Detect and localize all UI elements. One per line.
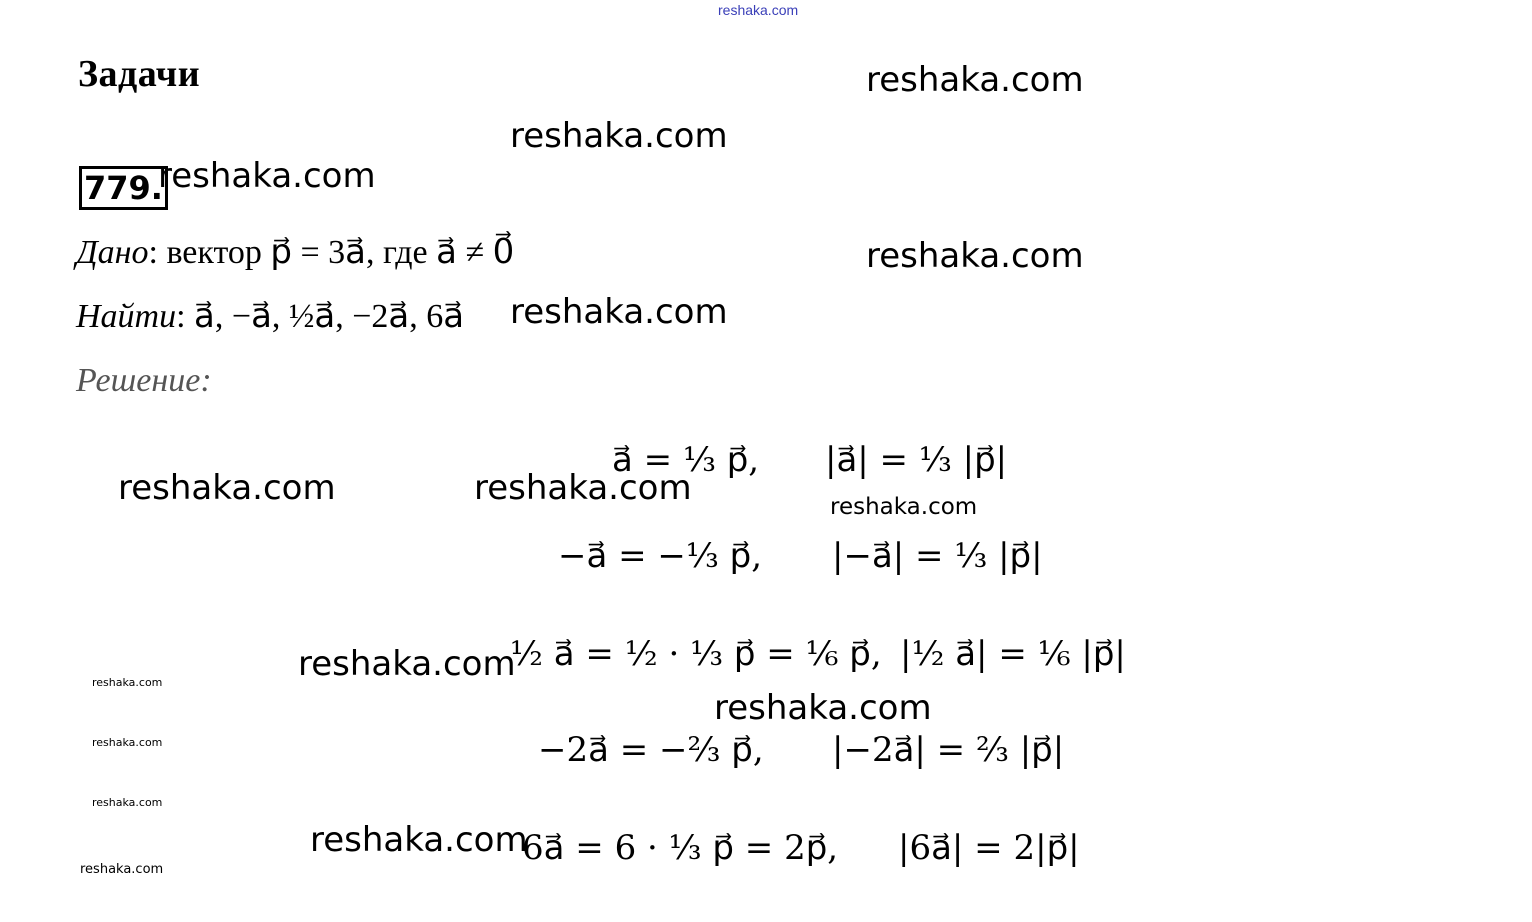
watermark: reshaka.com [118, 468, 336, 508]
solution-label: Решение: [76, 362, 212, 399]
watermark: reshaka.com [830, 494, 978, 520]
watermark: reshaka.com [474, 468, 692, 508]
equation-left: ½ a⃗ = ½ · ⅓ p⃗ = ⅙ p⃗, [510, 634, 882, 674]
equation-left: −a⃗ = −⅓ p⃗, [558, 536, 763, 576]
given-text: : вектор p⃗ = 3a⃗, где a⃗ ≠ 0⃗ [148, 234, 515, 271]
watermark: reshaka.com [866, 236, 1084, 276]
watermark: reshaka.com [510, 116, 728, 156]
watermark: reshaka.com [866, 60, 1084, 100]
equation-right: |½ a⃗| = ⅙ |p⃗| [900, 634, 1126, 674]
section-heading: Задачи [78, 53, 201, 95]
watermark: reshaka.com [714, 688, 932, 728]
equation-left: a⃗ = ⅓ p⃗, [612, 440, 760, 480]
find-text: : a⃗, −a⃗, ½a⃗, −2a⃗, 6a⃗ [176, 298, 465, 335]
watermark: reshaka.com [92, 796, 163, 809]
equation-left: −2a⃗ = −⅔ p⃗, [538, 730, 764, 770]
find-label: Найти [76, 298, 177, 335]
equation-right: |a⃗| = ⅓ |p⃗| [825, 440, 1008, 480]
watermark: reshaka.com [92, 736, 163, 749]
watermark: reshaka.com [310, 820, 528, 860]
watermark: reshaka.com [92, 676, 163, 689]
watermark: reshaka.com [298, 644, 516, 684]
top-watermark: reshaka.com [718, 2, 799, 18]
given-line [76, 232, 514, 272]
equation-right: |6a⃗| = 2|p⃗| [898, 828, 1080, 868]
equation-right: |−2a⃗| = ⅔ |p⃗| [832, 730, 1065, 770]
equation-left: 6a⃗ = 6 · ⅓ p⃗ = 2p⃗, [522, 828, 839, 868]
problem-number: 779. [79, 166, 168, 210]
watermark: reshaka.com [80, 862, 164, 877]
watermark: reshaka.com [510, 292, 728, 332]
given-label: Дано [76, 234, 149, 271]
watermark: reshaka.com [158, 156, 376, 196]
find-line [76, 296, 464, 336]
equation-right: |−a⃗| = ⅓ |p⃗| [832, 536, 1043, 576]
